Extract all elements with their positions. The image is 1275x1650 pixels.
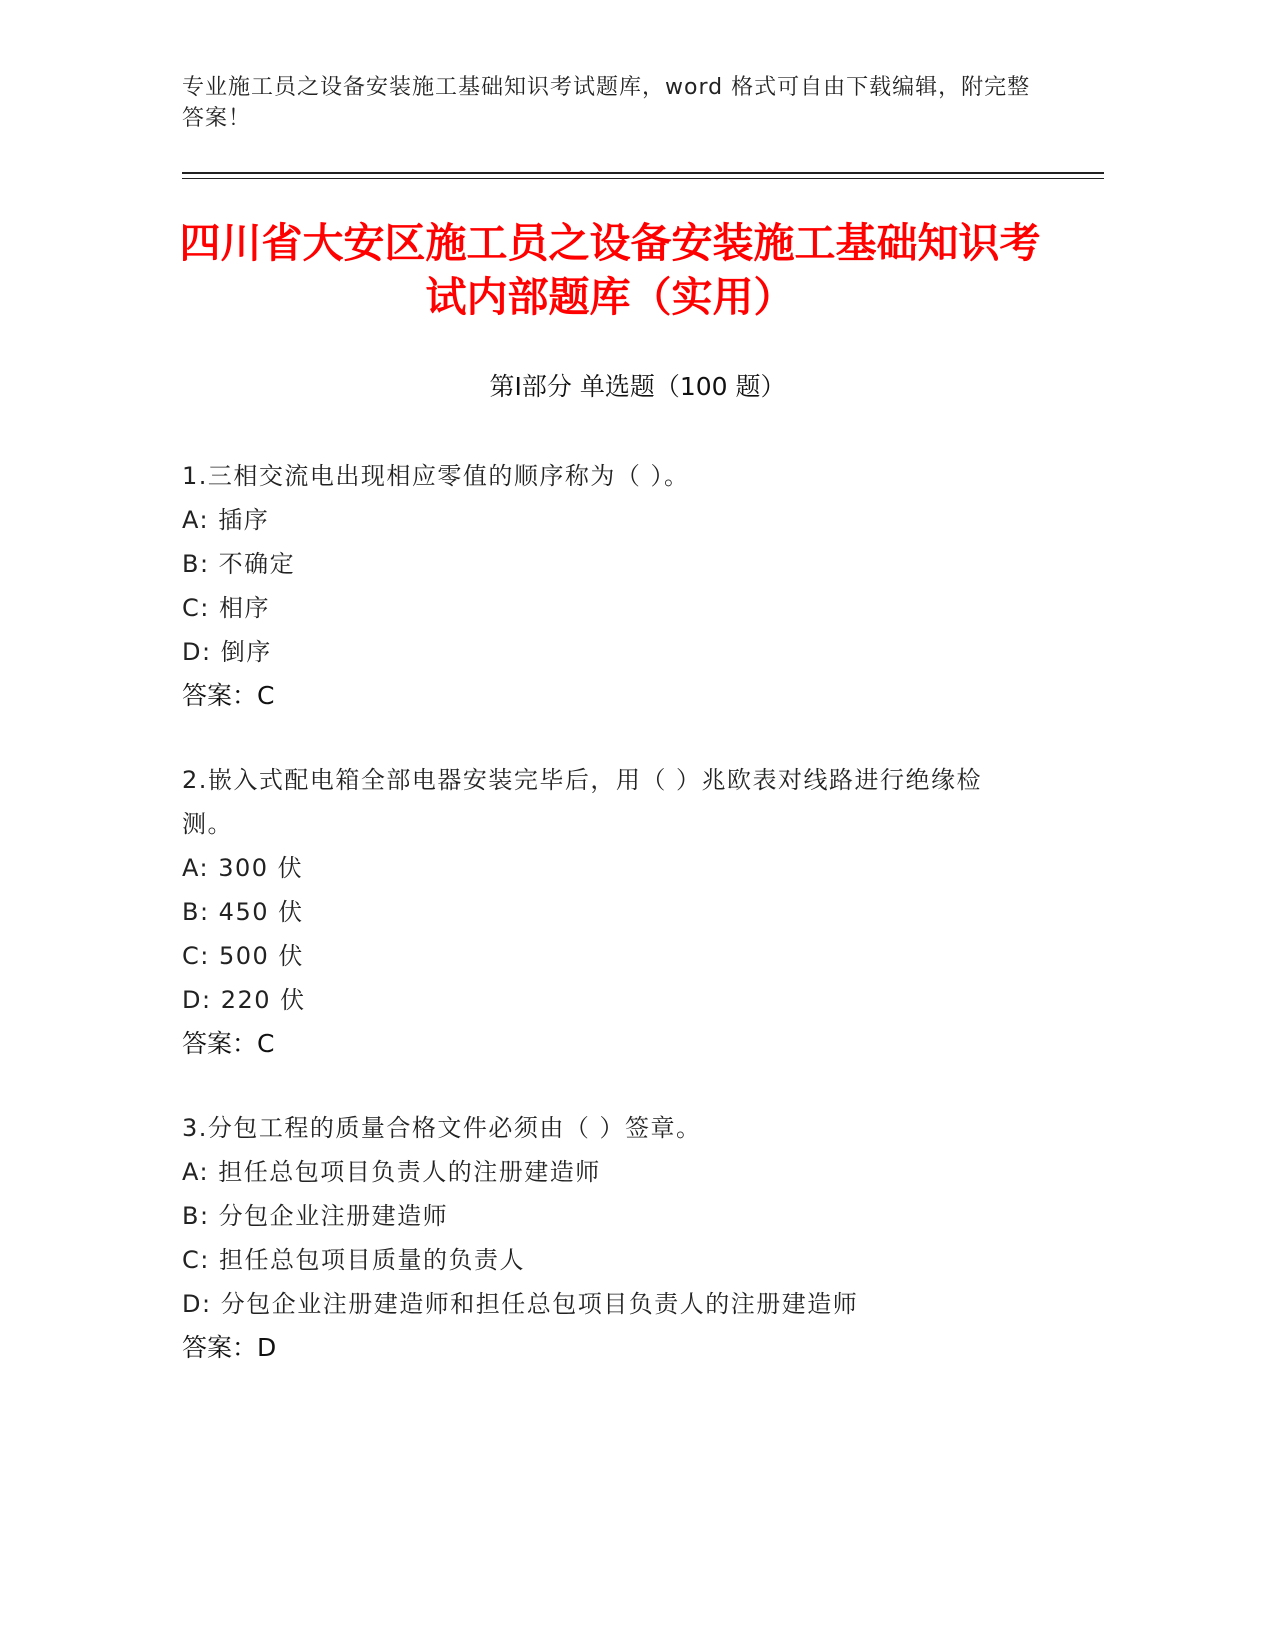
header-divider-thick: [182, 172, 1104, 174]
option-d: D: 倒序: [182, 638, 272, 666]
question-stem: 2.嵌入式配电箱全部电器安装完毕后，用（ ）兆欧表对线路进行绝缘检测。: [182, 766, 983, 838]
question-1: [182, 454, 1062, 718]
option-b: B: 分包企业注册建造师: [182, 1202, 449, 1230]
answer: 答案：C: [182, 681, 275, 710]
option-a: A: 担任总包项目负责人的注册建造师: [182, 1158, 601, 1186]
question-3: [182, 1106, 1062, 1370]
option-a: A: 插序: [182, 506, 270, 534]
answer: 答案：D: [182, 1333, 277, 1362]
option-b: B: 不确定: [182, 550, 296, 578]
header-note: 专业施工员之设备安装施工基础知识考试题库，word 格式可自由下载编辑，附完整答案！: [182, 75, 1031, 131]
option-c: C: 相序: [182, 594, 270, 622]
option-b: B: 450 伏: [182, 898, 304, 926]
question-stem: 3.分包工程的质量合格文件必须由（ ）签章。: [182, 1114, 702, 1142]
option-c: C: 担任总包项目质量的负责人: [182, 1246, 525, 1274]
question-2: [182, 758, 1027, 1066]
section-heading: 第Ⅰ部分 单选题（100 题）: [489, 372, 786, 401]
document-title: 四川省大安区施工员之设备安装施工基础知识考试内部题库（实用）: [179, 219, 1041, 321]
option-a: A: 300 伏: [182, 854, 304, 882]
option-d: D: 分包企业注册建造师和担任总包项目负责人的注册建造师: [182, 1290, 859, 1318]
header-divider-thin: [182, 178, 1104, 179]
option-d: D: 220 伏: [182, 986, 306, 1014]
answer: 答案：C: [182, 1029, 275, 1058]
question-stem: 1.三相交流电出现相应零值的顺序称为（ ）。: [182, 462, 690, 490]
option-c: C: 500 伏: [182, 942, 304, 970]
